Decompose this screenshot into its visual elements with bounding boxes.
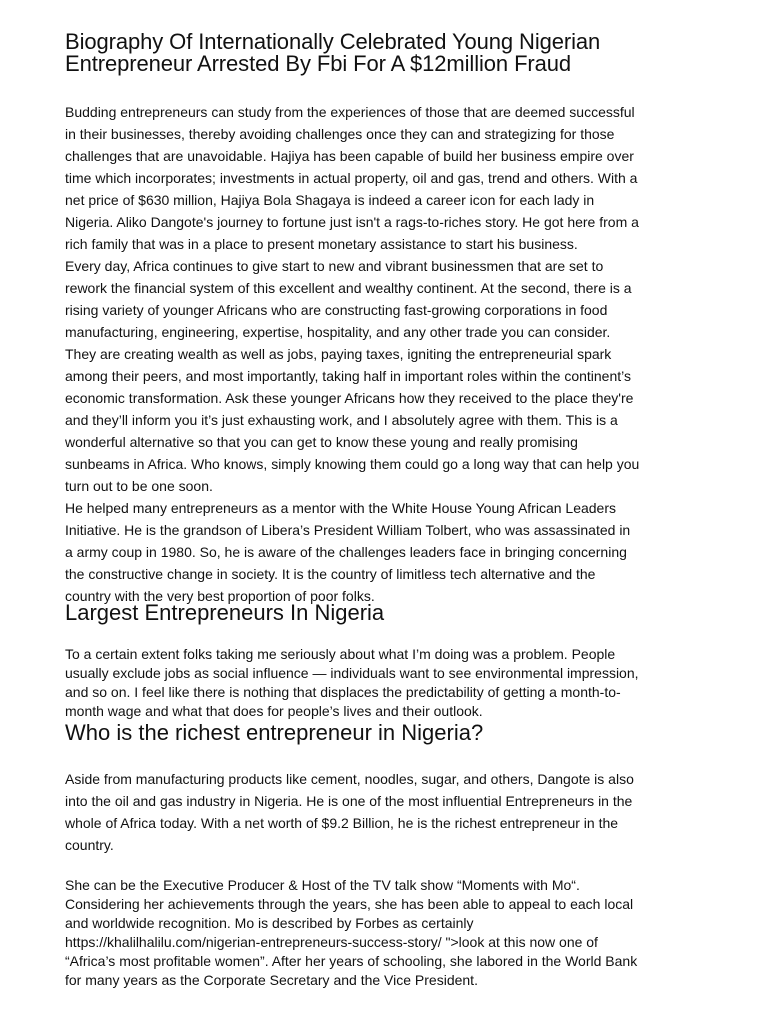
paragraph-line: and they’ll inform you it’s just exhausting work, and I absolutely agree with them. This is a <box>65 412 618 428</box>
paragraph-line: country. <box>65 837 114 853</box>
paragraph-line: net price of $630 million, Hajiya Bola Shagaya is indeed a career icon for each lady in <box>65 192 595 208</box>
paragraph-line: challenges that are unavoidable. Hajiya has been capable of build her business empire over <box>65 148 634 164</box>
paragraph-line: a army coup in 1980. So, he is aware of the challenges leaders face in bringing concerning <box>65 544 627 560</box>
paragraph-line: She can be the Executive Producer & Host of the TV talk show “Moments with Mo“. <box>65 877 580 893</box>
page-title <box>65 31 745 75</box>
paragraph-line: He helped many entrepreneurs as a mentor with the White House Young African Leaders <box>65 500 616 516</box>
paragraph-line: rework the financial system of this excellent and wealthy continent. At the second, there is a <box>65 280 632 296</box>
paragraph-3 <box>65 497 630 607</box>
paragraph-line: Nigeria. Aliko Dangote's journey to fortune just isn't a rags-to-riches story. He got here from a <box>65 214 639 230</box>
paragraph-line: “Africa’s most profitable women”. After her years of schooling, she labored in the World Bank <box>65 953 638 969</box>
paragraph-line: economic transformation. Ask these younger Africans how they received to the place they're <box>65 390 634 406</box>
paragraph-line: into the oil and gas industry in Nigeria. He is one of the most influential Entrepreneurs in the <box>65 793 633 809</box>
paragraph-line: and so on. I feel like there is nothing that displaces the predictability of getting a month-to- <box>65 684 621 700</box>
paragraph-4 <box>65 645 639 721</box>
title-line-1: Biography Of Internationally Celebrated Young Nigerian <box>65 29 601 54</box>
paragraph-line: time which incorporates; investments in actual property, oil and gas, trend and others. With a <box>65 170 638 186</box>
heading-largest-entrepreneurs: Largest Entrepreneurs In Nigeria <box>65 600 385 625</box>
paragraph-line: wonderful alternative so that you can get to know these young and really promising <box>65 434 578 450</box>
paragraph-line: sunbeams in Africa. Who knows, simply knowing them could go a long way that can help you <box>65 456 640 472</box>
paragraph-6 <box>65 876 637 990</box>
paragraph-line: for many years as the Corporate Secretary and the Vice President. <box>65 972 478 988</box>
paragraph-line: and worldwide recognition. Mo is described by Forbes as certainly <box>65 915 474 931</box>
paragraph-line: manufacturing, engineering, expertise, hospitality, and any other trade you can consider. <box>65 324 611 340</box>
paragraph-line: rich family that was in a place to present monetary assistance to start his business. <box>65 236 578 252</box>
paragraph-line: month wage and what that does for people’s lives and their outlook. <box>65 703 483 719</box>
paragraph-line: Every day, Africa continues to give start to new and vibrant businessmen that are set to <box>65 258 604 274</box>
paragraph-line: Initiative. He is the grandson of Libera’s President William Tolbert, who was assassinated in <box>65 522 631 538</box>
paragraph-line: To a certain extent folks taking me seriously about what I’m doing was a problem. People <box>65 646 616 662</box>
paragraph-line: whole of Africa today. With a net worth of $9.2 Billion, he is the richest entrepreneur in the <box>65 815 619 831</box>
paragraph-line: turn out to be one soon. <box>65 478 213 494</box>
paragraph-line: Considering her achievements through the years, she has been able to appeal to each local <box>65 896 634 912</box>
paragraph-line: the constructive change in society. It is the country of limitless tech alternative and the <box>65 566 596 582</box>
paragraph-line: among their peers, and most importantly, taking half in important roles within the continent’s <box>65 368 631 384</box>
paragraph-line: in their businesses, thereby avoiding challenges once they can and strategizing for those <box>65 126 615 142</box>
paragraph-line: rising variety of younger Africans who are constructing fast-growing corporations in food <box>65 302 608 318</box>
paragraph-line: Aside from manufacturing products like cement, noodles, sugar, and others, Dangote is also <box>65 771 634 787</box>
paragraph-line: usually exclude jobs as social influence — individuals want to see environmental impression, <box>65 665 639 681</box>
heading-richest-entrepreneur: Who is the richest entrepreneur in Nigeria? <box>65 720 484 745</box>
title-line-2: Entrepreneur Arrested By Fbi For A $12million Fraud <box>65 51 572 76</box>
paragraph-line: Budding entrepreneurs can study from the experiences of those that are deemed successful <box>65 104 635 120</box>
paragraph-line: country with the very best proportion of poor folks. <box>65 588 375 604</box>
paragraph-line: They are creating wealth as well as jobs, paying taxes, igniting the entrepreneurial spark <box>65 346 612 362</box>
paragraph-2 <box>65 255 639 497</box>
paragraph-line: https://khalilhalilu.com/nigerian-entrepreneurs-success-story/ ">look at this now one of <box>65 934 598 950</box>
paragraph-1 <box>65 101 639 255</box>
paragraph-5 <box>65 768 634 856</box>
